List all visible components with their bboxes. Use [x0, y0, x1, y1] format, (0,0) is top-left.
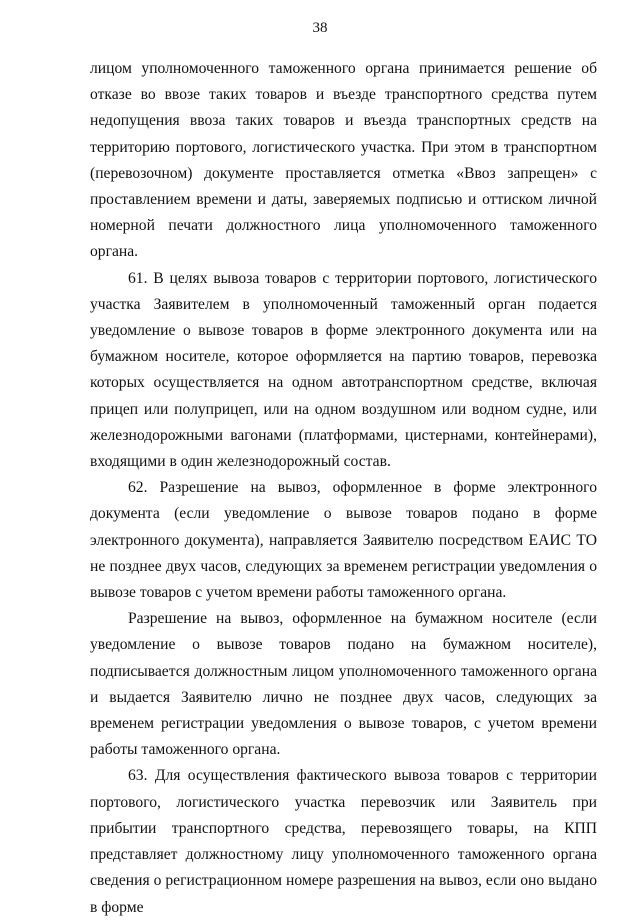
paragraph-61: 61. В целях вывоза товаров с территории портового, логистического участка Заявителем в уполномоченный таможенный орган подается уведомление о вывозе товаров в форме электронного документа или на бумажном носителе, которое оформляется на партию товаров, перевозка которых осуществляется на одном автотранспортном средстве, включая прицеп или полуприцеп, или на одном воздушном или водном судне, или железнодорожными вагонами (платформами, цистернами, контейнерами), входящими в один железнодорожный состав.: [90, 269, 597, 471]
paragraph-continuation: лицом уполномоченного таможенного органа принимается решение об отказе во ввозе таких товаров и въезде транспортного средства путем недопущения ввоза таких товаров и въезда транспортных средств на территорию портового, логистического участка. При этом в транспортном (перевозочном) документе проставляется отметка «Ввоз запрещен» с проставлением времени и даты, заверяемых подписью и оттиском личной номерной печати должностного лица уполномоченного таможенного органа.: [90, 60, 597, 261]
paragraph-62: 62. Разрешение на вывоз, оформленное в форме электронного документа (если уведомление о вывозе товаров подано в форме электронного документа), направляется Заявителю посредством ЕАИС ТО не позднее двух часов, следующих за временем регистрации уведомления о вывозе товаров с учетом времени работы таможенного органа.: [90, 479, 597, 602]
page-number: 38: [312, 20, 328, 36]
document-body: [90, 56, 597, 921]
paragraph-63: 63. Для осуществления фактического вывоза товаров с территории портового, логистического участка перевозчик или Заявитель при прибытии транспортного средства, перевозящего товары, на КПП представляет должностному лицу уполномоченного таможенного органа сведения о регистрационном номере разрешения на вывоз, если оно выдано в форме: [90, 767, 597, 916]
paragraph-62-paper: Разрешение на вывоз, оформленное на бумажном носителе (если уведомление о вывозе товаров подано на бумажном носителе), подписывается должностным лицом уполномоченного таможенного органа и выдается Заявителю лично не позднее двух часов, следующих за временем регистрации уведомления о вывозе товаров, с учетом времени работы таможенного органа.: [90, 610, 597, 759]
